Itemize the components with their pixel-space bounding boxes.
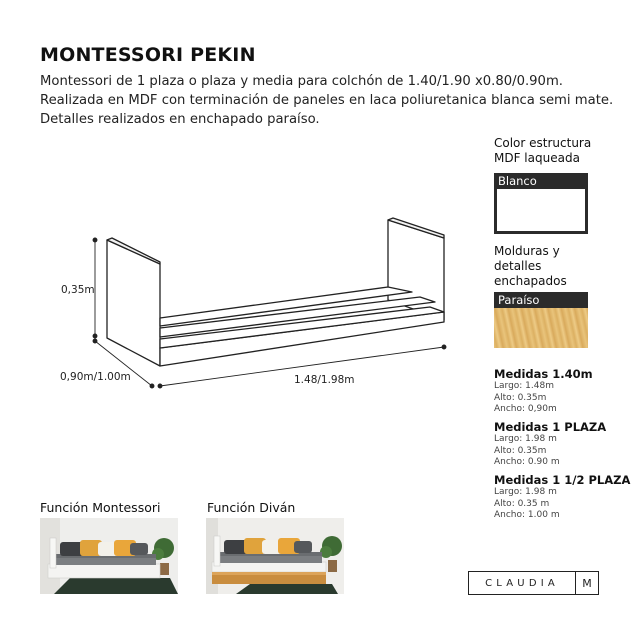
depth-dimension-label: 0,90m/1.00m bbox=[60, 371, 131, 383]
measure-title: Medidas 1 1/2 PLAZA bbox=[494, 473, 631, 487]
trim-color-option bbox=[494, 244, 614, 348]
description-line: Detalles realizados en enchapado paraíso. bbox=[40, 112, 320, 127]
white-color-sample bbox=[494, 189, 588, 234]
page-title: MONTESSORI PEKIN bbox=[40, 44, 256, 66]
measures-1-plaza bbox=[494, 420, 624, 469]
description-line: Realizada en MDF con terminación de paneles en laca poliuretanica blanca semi mate. bbox=[40, 93, 614, 108]
measure-line: Ancho: 1.00 m bbox=[494, 510, 560, 520]
width-dimension-label: 1.48/1.98m bbox=[294, 374, 355, 386]
product-description bbox=[40, 72, 614, 129]
paraiso-swatch[interactable] bbox=[494, 292, 588, 348]
height-dimension-label: 0,35m bbox=[61, 284, 95, 296]
structure-color-label: Color estructura MDF laqueada bbox=[494, 136, 592, 165]
measure-line: Ancho: 0.90 m bbox=[494, 457, 560, 467]
measure-line: Ancho: 0,90m bbox=[494, 404, 557, 414]
montessori-function-photo bbox=[40, 518, 178, 594]
measure-line: Largo: 1.98 m bbox=[494, 434, 557, 444]
divan-function-label: Función Diván bbox=[207, 500, 296, 515]
measures-1-1-2-plaza bbox=[494, 473, 634, 522]
montessori-function-label: Función Montessori bbox=[40, 500, 161, 515]
description-line: Montessori de 1 plaza o plaza y media para colchón de 1.40/1.90 x0.80/0.90m. bbox=[40, 74, 563, 89]
trim-color-label: Molduras y detalles enchapados bbox=[494, 244, 567, 288]
measure-line: Alto: 0.35m bbox=[494, 392, 547, 403]
measure-line: Alto: 0.35m bbox=[494, 445, 547, 456]
brand-mark: M bbox=[575, 572, 598, 594]
measure-line: Largo: 1.98 m bbox=[494, 487, 557, 497]
measure-line: Alto: 0.35 m bbox=[494, 498, 550, 509]
wood-color-sample bbox=[494, 308, 588, 348]
divan-function-photo bbox=[206, 518, 344, 594]
structure-color-option bbox=[494, 136, 614, 234]
brand-name: CLAUDIA bbox=[485, 577, 559, 589]
measures-1-40 bbox=[494, 367, 624, 416]
bed-technical-drawing bbox=[40, 200, 470, 410]
swatch-name: Paraíso bbox=[494, 292, 588, 308]
measure-line: Largo: 1.48m bbox=[494, 381, 554, 391]
claudia-logo bbox=[468, 571, 599, 595]
measure-title: Medidas 1 PLAZA bbox=[494, 420, 607, 434]
white-swatch[interactable] bbox=[494, 173, 588, 234]
swatch-name: Blanco bbox=[494, 173, 588, 189]
measure-title: Medidas 1.40m bbox=[494, 367, 593, 381]
